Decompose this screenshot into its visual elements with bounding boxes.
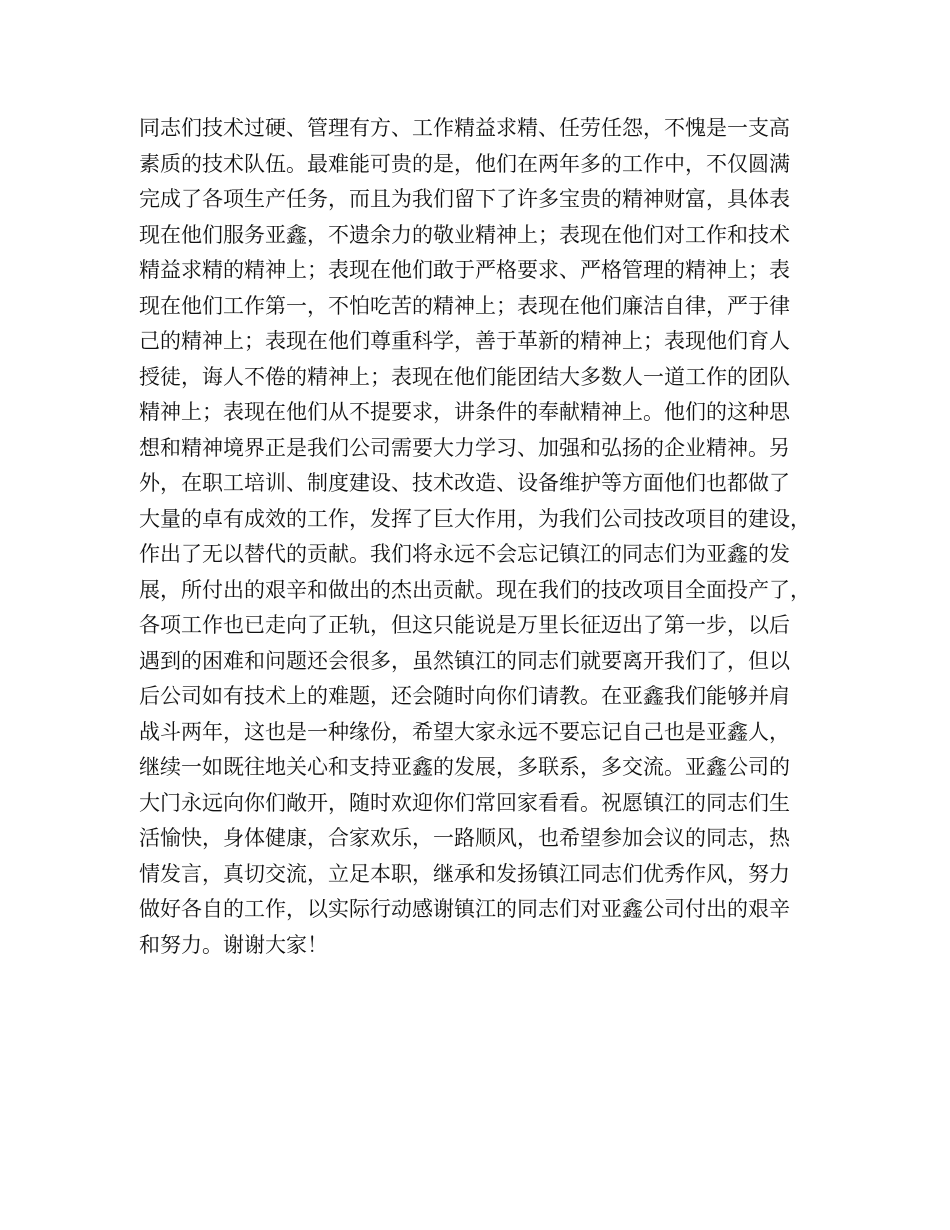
text-line-16: 遇到的困难和问题还会很多，虽然镇江的同志们就要离开我们了，但以 (139, 648, 790, 673)
text-line-14: 展，所付出的艰辛和做出的杰出贡献。现在我们的技改项目全面投产了， (139, 577, 811, 602)
text-line-1: 同志们技术过硬、管理有方、工作精益求精、任劳任怨，不愧是一支高 (139, 116, 790, 140)
text-line-24: 和努力。谢谢大家！ (139, 932, 328, 957)
text-line-18: 战斗两年，这也是一种缘份，希望大家永远不要忘记自己也是亚鑫人， (139, 719, 790, 744)
text-line-8: 授徒，诲人不倦的精神上；表现在他们能团结大多数人一道工作的团队 (139, 364, 790, 389)
text-line-10: 想和精神境界正是我们公司需要大力学习、加强和弘扬的企业精神。另 (139, 435, 790, 460)
body-paragraph (139, 111, 829, 963)
text-line-9: 精神上；表现在他们从不提要求，讲条件的奉献精神上。他们的这种思 (139, 400, 790, 424)
text-line-13: 作出了无以替代的贡献。我们将永远不会忘记镇江的同志们为亚鑫的发 (139, 542, 790, 566)
text-line-20: 大门永远向你们敞开，随时欢迎你们常回家看看。祝愿镇江的同志们生 (139, 790, 790, 815)
text-line-17: 后公司如有技术上的难题，还会随时向你们请教。在亚鑫我们能够并肩 (139, 684, 790, 708)
text-line-4: 现在他们服务亚鑫，不遗余力的敬业精神上；表现在他们对工作和技术 (139, 222, 790, 247)
text-line-15: 各项工作也已走向了正轨，但这只能说是万里长征迈出了第一步，以后 (139, 613, 790, 637)
text-line-23: 做好各自的工作，以实际行动感谢镇江的同志们对亚鑫公司付出的艰辛 (139, 897, 790, 921)
text-line-5: 精益求精的精神上；表现在他们敢于严格要求、严格管理的精神上；表 (139, 258, 790, 282)
text-line-2: 素质的技术队伍。最难能可贵的是，他们在两年多的工作中，不仅圆满 (139, 151, 790, 176)
text-line-6: 现在他们工作第一，不怕吃苦的精神上；表现在他们廉洁自律，严于律 (139, 293, 790, 318)
text-line-11: 外，在职工培训、制度建设、技术改造、设备维护等方面他们也都做了 (139, 471, 790, 495)
text-line-7: 己的精神上；表现在他们尊重科学，善于革新的精神上；表现他们育人 (139, 329, 790, 353)
text-line-19: 继续一如既往地关心和支持亚鑫的发展，多联系，多交流。亚鑫公司的 (139, 755, 790, 779)
text-line-22: 情发言，真切交流，立足本职，继承和发扬镇江同志们优秀作风，努力 (139, 861, 790, 886)
text-line-12: 大量的卓有成效的工作，发挥了巨大作用，为我们公司技改项目的建设， (139, 506, 811, 531)
text-line-3: 完成了各项生产任务，而且为我们留下了许多宝贵的精神财富，具体表 (139, 187, 790, 211)
text-line-21: 活愉快，身体健康，合家欢乐，一路顺风，也希望参加会议的同志，热 (139, 826, 790, 850)
